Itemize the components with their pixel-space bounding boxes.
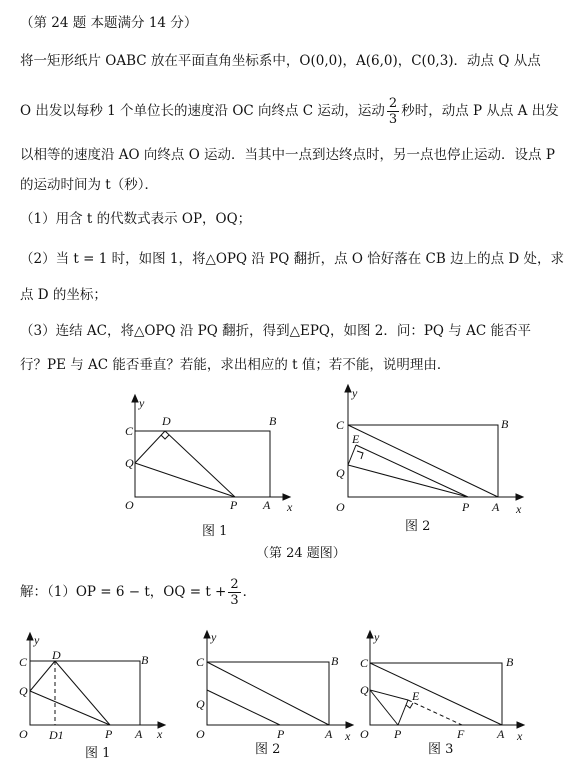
label-o: O [196,727,205,741]
label-p: P [105,727,113,741]
label-e: E [412,689,420,703]
label-a: A [492,500,500,514]
segment-qp [30,691,110,725]
fraction-two-thirds [387,96,399,127]
label-c: C [19,655,28,669]
segment-qe [348,445,356,465]
label-e: E [352,432,360,446]
answer-fraction-numerator: 2 [230,576,239,592]
label-x: x [517,729,523,743]
segment-ac [207,662,329,725]
label-x: x [516,502,522,516]
label-a: A [263,498,271,512]
x-axis-arrow-icon [517,722,524,728]
problem-paragraph-1: 将一矩形纸片 OABC 放在平面直角坐标系中，O(0,0)，A(6,0)，C(0,3)．动点 Q 从点 [20,53,541,69]
label-q: Q [125,456,134,470]
segment-qp [207,690,280,725]
segment-ep [356,445,468,497]
label-a: A [325,727,333,741]
label-x: x [157,727,163,741]
label-p: P [277,727,285,741]
right-angle-mark [406,703,413,708]
label-b: B [269,414,277,428]
label-b: B [331,654,339,668]
problem-paragraph-3: 以相等的速度沿 AO 向终点 O 运动．当其中一点到达终点时，另一点也停止运动．设点 P [20,147,555,163]
top-figure-1-caption: 图 1 [202,524,228,539]
y-axis-arrow-icon [204,631,210,638]
label-f: F [457,727,465,741]
bottom-figure-2-caption: 图 2 [255,742,281,757]
question-2a: （2）当 t = 1 时，如图 1，将△OPQ 沿 PQ 翻折，点 O 恰好落在 CB 边上的点 D 处，求 [20,251,564,267]
label-a: A [135,727,143,741]
y-label: y [34,633,40,647]
label-c: C [360,656,369,670]
answer-fraction [228,577,240,608]
fraction-numerator: 2 [388,95,398,111]
question-3a: （3）连结 AC，将△OPQ 沿 PQ 翻折，得到△EPQ，如图 2．问：PQ 与 AC 能否平 [20,323,531,339]
problem-paragraph-2b: 秒时，动点 P 从点 A 出发 [401,103,559,119]
answer-line [20,572,256,612]
label-d: D [52,648,61,662]
label-o: O [360,727,369,741]
segment-qp [370,690,398,725]
label-a: A [497,727,505,741]
label-c: C [196,655,205,669]
label-o: O [125,498,134,512]
y-label: y [352,386,358,400]
segment-ac [348,425,498,497]
label-d: D [162,414,171,428]
problem-paragraph-2 [20,92,559,130]
y-axis-arrow-icon [345,385,351,392]
question-3b: 行？PE 与 AC 能否垂直？若能，求出相应的 t 值；若不能，说明理由． [20,357,451,373]
label-b: B [501,417,509,431]
dashed-ef [408,700,462,725]
label-p: P [394,727,402,741]
label-c: C [125,424,134,438]
y-label: y [139,396,145,410]
label-q: Q [360,683,369,697]
label-b: B [506,655,514,669]
figure-group-caption: （第 24 题图） [256,546,346,561]
answer-fraction-denominator: 3 [230,592,239,608]
bottom-figure-3-caption: 图 3 [428,742,454,757]
problem-paragraph-2a: O 出发以每秒 1 个单位长的速度沿 OC 向终点 C 运动，运动 [20,103,385,119]
answer-suffix: ． [242,584,257,600]
segment-qp [135,463,235,497]
segment-qp [348,465,468,497]
answer-prefix: 解：（1）OP = 6 − t，OQ = t + [20,584,227,600]
segment-qe [370,690,408,700]
label-o: O [336,500,345,514]
y-label: y [374,630,380,644]
segment-ac [370,663,502,725]
label-o: O [19,727,28,741]
segment-qd [30,661,55,691]
fraction-denominator: 3 [388,111,398,127]
y-label: y [211,630,217,644]
label-q: Q [196,697,205,711]
label-c: C [336,418,345,432]
top-figure-2 [318,380,538,520]
right-angle-mark [161,435,169,439]
label-b: B [141,653,149,667]
bottom-figure-1-caption: 图 1 [85,746,111,761]
y-axis-arrow-icon [367,631,373,638]
segment-ep [398,700,408,725]
x-axis-arrow-icon [516,494,523,500]
bottom-figure-1 [5,628,175,758]
top-figure-2-caption: 图 2 [405,519,431,534]
label-p: P [230,498,238,512]
top-figure-1 [105,385,305,525]
label-q: Q [336,466,345,480]
question-1: （1）用含 t 的代数式表示 OP，OQ； [20,211,252,227]
label-x: x [287,500,293,514]
y-axis-arrow-icon [27,633,33,640]
question-2b: 点 D 的坐标； [20,287,107,303]
label-d1: D1 [49,728,64,742]
segment-dp [165,431,235,497]
problem-paragraph-4: 的运动时间为 t（秒）． [20,177,158,193]
segment-qd [135,431,165,463]
problem-header: （第 24 题 本题满分 14 分） [20,15,198,31]
right-angle-mark [357,451,363,459]
label-q: Q [19,684,28,698]
segment-dp [55,661,110,725]
label-x: x [345,729,351,743]
label-p: P [462,500,470,514]
y-axis-arrow-icon [132,395,138,402]
